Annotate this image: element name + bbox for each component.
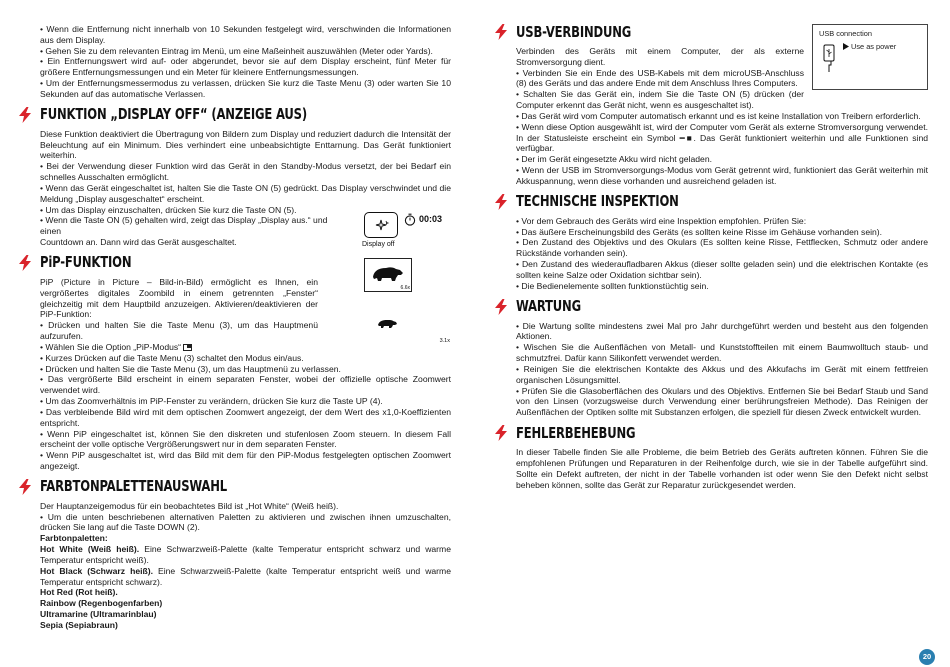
intro-para-1: • Wenn die Entfernung nicht innerhalb von 10 Sekunden festgelegt wird, verschwinden die Informationen aus dem Display. <box>40 24 451 45</box>
lightning-bolt-icon <box>494 425 508 441</box>
troubleshooting-section <box>516 447 928 490</box>
inspection-para-2: • Das äußere Erscheinungsbild des Geräts (es sollten keine Risse im Gehäuse vorhanden sein). <box>516 226 883 237</box>
intro-para-3: • Ein Entfernungswert wird auf- oder abgerundet, bevor sie auf dem Display erscheint, fünf Meter für größere Entfernungsmessungen und ein Meter für kleinere Entfernungsmessungen. <box>40 56 451 78</box>
pip-para-1: PiP (Picture in Picture – Bild-in-Bild) ermöglicht es Ihnen, ein vergrößertes digitales Zoombild in einem getrennten „Fenster“ gleichzeitig mit dem Hauptbild anzuzeigen. Aktivieren/deaktivieren der PiP-Funktion: <box>40 276 318 320</box>
usb-para-6: • Der im Gerät eingesetzte Akku wird nicht geladen. <box>516 154 712 165</box>
stopwatch-icon <box>404 213 416 226</box>
palette-para-2: • Um die unten beschriebenen alternativen Paletten zu aktivieren und zwischen ihnen umzuschalten, drücken Sie lang auf die Taste DOWN (2). <box>40 511 451 533</box>
display-off-para-1: Diese Funktion deaktiviert die Übertragung von Bildern zum Display und reduziert dadurch die Intensität der Beleuchtung auf ein Minimum. Dies verhindert eine unbeabsichtigte Enttarnung. Das Gerät funktioniert weiterhin. <box>40 128 451 161</box>
palette-item: Hot White (Weiß heiß). Eine Schwarzweiß-Palette (kalte Temperatur entspricht schwarz und warme Temperatur entspricht weiß). <box>40 544 451 565</box>
pip-para-2: • Drücken und halten Sie die Taste Menu (3), um das Hauptmenü aufzurufen. <box>40 320 318 342</box>
usb-heading: USB-VERBINDUNG <box>494 23 928 41</box>
usb-plug-icon <box>821 43 837 73</box>
pip-figure <box>364 258 450 346</box>
page-number-badge: 20 <box>919 649 935 665</box>
usb-para-4: • Das Gerät wird vom Computer automatisch erkannt und es ist keine Installation von Treibern erforderlich. <box>516 110 921 121</box>
palette-para-1: Der Hauptanzeigemodus für ein beobachtetes Bild ist „Hot White“ (Weiß heiß). <box>40 500 339 511</box>
display-off-figure <box>364 212 398 238</box>
maintenance-para-4: • Prüfen Sie die Glasoberflächen des Okulars und des Objektivs. Entfernen Sie bei Bedarf Staub und Sand von den Linsen (vorzugsweise durch Verwendung einer berührungsfreien Methode). Das Reinigen der Außenflächen der Optiken sollte mit Substanzen erfolgen, die speziell für diesen Zweck entwickelt wurden. <box>516 385 928 418</box>
main-zoom-label: 3.1x <box>439 338 450 344</box>
maintenance-heading: WARTUNG <box>494 298 928 316</box>
display-off-heading: FUNKTION „DISPLAY OFF“ (ANZEIGE AUS) <box>18 106 451 124</box>
right-column <box>516 24 928 490</box>
palette-item: Hot Red (Rot heiß). <box>40 587 118 598</box>
inspection-para-5: • Die Bedienelemente sollten funktionstüchtig sein. <box>516 280 709 291</box>
troubleshooting-para-1: In dieser Tabelle finden Sie alle Probleme, die beim Betrieb des Geräts auftreten können. Führen Sie die empfohlenen Prüfungen und Reparaturen in der Reihenfolge durch, wie sie in der Tabelle aufgeführt sind. Sollte ein Defekt auftreten, der nicht in der Tabelle vorhanden ist oder wenn Sie den Defekt nicht selbst beheben können, sollte das Gerät zur Reparatur zurückgesendet werden. <box>516 447 928 490</box>
display-off-para-6: Countdown an. Dann wird das Gerät ausgeschaltet. <box>40 237 237 248</box>
lightning-bolt-icon <box>18 479 32 495</box>
intro-para-2: • Gehen Sie zu dem relevanten Eintrag im Menü, um eine Maßeinheit auszuwählen (Meter oder Yards). <box>40 45 433 56</box>
palette-heading: FARBTONPALETTENAUSWAHL <box>18 478 451 496</box>
palette-section <box>40 501 451 631</box>
usb-para-1: Verbinden des Geräts mit einem Computer, der als externe Stromversorgung dient. <box>516 46 804 67</box>
inspection-para-1: • Vor dem Gebrauch des Geräts wird eine Inspektion empfohlen. Prüfen Sie: <box>516 215 807 226</box>
pip-mode-icon <box>183 344 192 351</box>
usb-box-option: Use as power <box>851 42 897 51</box>
maintenance-section <box>516 321 928 418</box>
maintenance-para-1: • Die Wartung sollte mindestens zwei Mal pro Jahr durchgeführt werden und besteht aus den folgenden Aktionen. <box>516 320 928 342</box>
display-off-para-3: • Wenn das Gerät eingeschaltet ist, halten Sie die Taste ON (5) gedrückt. Das Display verschwindet und die Meldung „Display ausgeschaltet“ erscheint. <box>40 182 451 204</box>
palette-item: Sepia (Sepiabraun) <box>40 619 118 630</box>
usb-connection-figure <box>812 24 928 90</box>
display-off-para-4: • Um das Display einzuschalten, drücken Sie kurz die Taste ON (5). <box>40 204 297 215</box>
boar-small-icon <box>376 316 402 332</box>
lightning-bolt-icon <box>494 299 508 315</box>
palette-item: Rainbow (Regenbogenfarben) <box>40 598 163 609</box>
pip-para-3: • Wählen Sie die Option „PiP-Modus“ <box>40 342 318 353</box>
pip-para-7: • Um das Zoomverhältnis im PiP-Fenster zu verändern, drücken Sie kurz die Taste UP (4). <box>40 396 383 407</box>
pip-para-5: • Drücken und halten Sie die Taste Menu (3), um das Hauptmenü zu verlassen. <box>40 363 341 374</box>
inspection-para-3: • Den Zustand des Objektivs und des Okulars (Es sollten keine Risse, Fettflecken, Schmutz oder andere Rückstände vorhanden sein). <box>516 237 928 259</box>
pip-para-8: • Das verbleibende Bild wird mit dem optischen Zoomwert angezeigt, der dem Wert des x1,0-Koeffizienten entspricht. <box>40 406 451 428</box>
display-off-para-2: • Bei der Verwendung dieser Funktion wird das Gerät in den Standby-Modus versetzt, der bei Bedarf ein schnelles Ausschalten ermöglicht. <box>40 161 451 183</box>
intro-section <box>40 24 451 100</box>
display-off-icon <box>364 212 398 238</box>
palette-item: Hot Black (Schwarz heiß). Eine Schwarzweiß-Palette (kalte Temperatur entspricht weiß und warme Temperatur entspricht schwarz). <box>40 565 451 587</box>
usb-box-title: USB connection <box>819 29 872 38</box>
usb-para-7: • Wenn der USB im Stromversorgungs-Modus vom Gerät getrennt wird, funktioniert das Gerät weiterhin mit Akkuspannung, wenn diese vorhanden und ausreichend geladen ist. <box>516 165 928 186</box>
usb-para-5: • Wenn diese Option ausgewählt ist, wird der Computer vom Gerät als externe Stromversorgung verwendet. In der Statusleiste erscheint ein Symbol ━■. Das Gerät funktioniert weiterhin und alle Funktionen sind verfügbar. <box>516 121 928 154</box>
maintenance-para-3: • Reinigen Sie die elektrischen Kontakte des Akkus und des Akkufachs im Gerät mit einem fettfreien organischen Lösungsmittel. <box>516 363 928 385</box>
countdown-time: 00:03 <box>419 214 443 224</box>
inspection-para-4: • Den Zustand des wiederaufladbaren Akkus (dieser sollte geladen sein) und die elektrischen Kontakte (es sollten keine Salze oder Oxidation sichtbar sein). <box>516 259 928 280</box>
palette-item: Ultramarine (Ultramarinblau) <box>40 609 157 620</box>
pip-para-10: • Wenn PiP ausgeschaltet ist, wird das Bild mit dem für den PiP-Modus festgelegten optischen Zoomwert angezeigt. <box>40 450 451 471</box>
display-off-label: Display off <box>362 241 395 248</box>
pip-zoom-label: 6.6x <box>400 284 410 291</box>
pip-window <box>364 258 412 292</box>
inspection-section <box>516 216 928 292</box>
pip-heading: PiP-FUNKTION <box>18 254 451 272</box>
usb-para-3: • Schalten Sie das Gerät ein, indem Sie die Taste ON (5) drücken (der Computer erkennt das Gerät nicht, wenn es ausgeschaltet ist). <box>516 89 804 111</box>
lightning-bolt-icon <box>494 24 508 40</box>
pip-para-6: • Das vergrößerte Bild erscheint in einem separaten Fenster, wobei der offizielle optische Zoomwert verwendet wird. <box>40 374 451 396</box>
pip-para-4: • Kurzes Drücken auf die Taste Menu (3) schaltet den Modus ein/aus. <box>40 352 304 363</box>
inspection-heading: TECHNISCHE INSPEKTION <box>494 193 928 211</box>
pip-para-9: • Wenn PiP eingeschaltet ist, können Sie den diskreten und stufenlosen Zoom steuern. In diesem Fall erscheint der volle optische Vergrößerungswert nur in dem separaten Fenster. <box>40 428 451 450</box>
maintenance-para-2: • Wischen Sie die Außenflächen von Metall- und Kunststoffteilen mit einem Baumwolltuch staub- und schmutzfrei. Dafür kann Silikonfett verwendet werden. <box>516 342 928 364</box>
display-off-para-5: • Wenn die Taste ON (5) gehalten wird, zeigt das Display „Display aus.“ und einen <box>40 215 328 237</box>
usb-para-2: • Verbinden Sie ein Ende des USB-Kabels mit dem microUSB-Anschluss (8) des Geräts und das andere Ende mit dem Anschluss Ihres Computers. <box>516 67 804 89</box>
troubleshooting-heading: FEHLERBEHEBUNG <box>494 424 928 442</box>
lightning-bolt-icon <box>18 107 32 123</box>
lightning-bolt-icon <box>494 194 508 210</box>
intro-para-4: • Um der Entfernungsmessermodus zu verlassen, drücken Sie kurz die Taste Menu (3) oder warten Sie 10 Sekunden auf das automatische Verlassen. <box>40 78 451 99</box>
triangle-right-icon <box>843 43 849 50</box>
lightning-bolt-icon <box>18 255 32 271</box>
palette-list-title: Farbtonpaletten: <box>40 533 108 544</box>
